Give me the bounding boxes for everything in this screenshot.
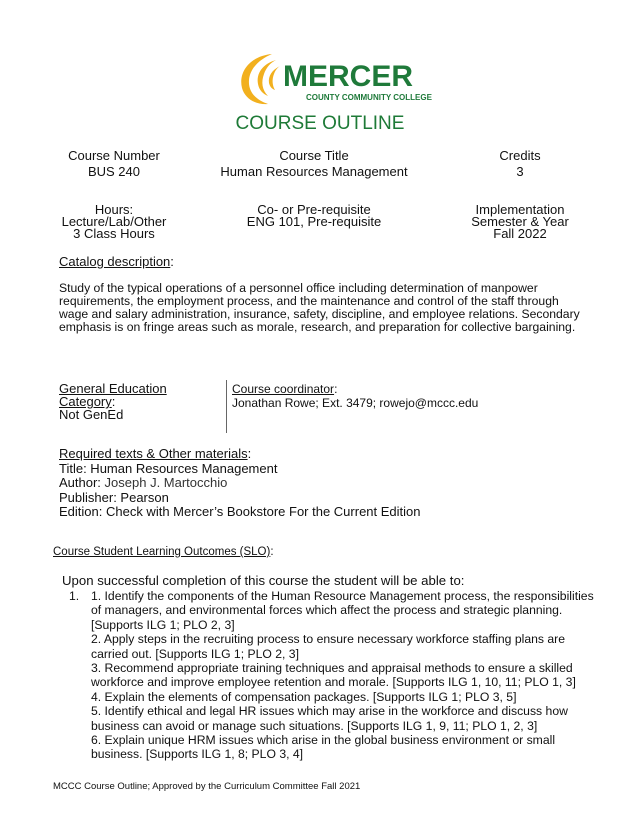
coordinator-value: Jonathan Rowe; Ext. 3479; rowejo@mccc.edu xyxy=(232,396,479,410)
course-title-value: Human Resources Management xyxy=(220,164,408,179)
slo-item: 3. Recommend appropriate training techniques and appraisal methods to ensure a skilled workforce and improve employee retention and morale. [Supports ILG 1, 10, 11; PLO 1, 3] xyxy=(91,661,576,690)
credits-label: Credits xyxy=(499,148,541,163)
implementation-value: Fall 2022 xyxy=(493,226,547,241)
logo-wordmark: MERCER xyxy=(283,60,414,93)
slo-heading-text: Course Student Learning Outcomes (SLO) xyxy=(53,546,271,558)
prerequisite-block xyxy=(214,204,414,228)
required-author-value: Joseph J. Martocchio xyxy=(104,475,228,491)
gen-ed-value: Not GenEd xyxy=(59,407,124,422)
prerequisite-value: ENG 101, Pre-requisite xyxy=(246,214,382,229)
hours-block xyxy=(49,204,179,240)
credits-value: 3 xyxy=(516,164,524,179)
course-number-value: BUS 240 xyxy=(87,164,141,179)
prerequisite-label: Co- or Pre-requisite xyxy=(257,202,371,217)
implementation-block xyxy=(455,204,585,240)
implementation-label: Implementation xyxy=(475,202,565,217)
gen-ed-colon: : xyxy=(111,394,116,409)
credits-block xyxy=(470,149,570,178)
required-publisher: Publisher: Pearson xyxy=(59,489,169,505)
hours-label: Hours: xyxy=(94,202,134,217)
slo-list xyxy=(91,589,596,762)
course-title-label: Course Title xyxy=(279,148,349,163)
implementation-sub-label: Semester & Year xyxy=(471,214,569,229)
crescent-logo-icon xyxy=(236,50,286,106)
slo-intro: Upon successful completion of this course the student will be able to: xyxy=(62,573,465,588)
coordinator-colon: : xyxy=(334,382,338,396)
slo-item: 5. Identify ethical and legal HR issues which may arise in the workforce and discuss how business can avoid or manage such situations. [Supports ILG 1, 9, 11; PLO 1, 2, 3] xyxy=(91,704,568,733)
slo-list-number: 1. xyxy=(69,589,80,603)
required-title: Title: Human Resources Management xyxy=(59,460,278,476)
logo-subtitle: COUNTY COMMUNITY COLLEGE xyxy=(306,93,432,102)
gen-ed-heading-line1: General Education xyxy=(59,381,167,396)
page-footer: MCCC Course Outline; Approved by the Curriculum Committee Fall 2021 xyxy=(53,781,361,792)
required-texts-colon: : xyxy=(247,446,252,461)
hours-sub-label: Lecture/Lab/Other xyxy=(61,214,167,229)
course-title-block xyxy=(199,149,429,178)
required-texts-heading: Required texts & Other materials xyxy=(59,446,248,461)
hours-value: 3 Class Hours xyxy=(73,226,155,241)
coordinator-heading: Course coordinator xyxy=(232,382,335,396)
catalog-heading-text: Catalog description xyxy=(59,254,171,269)
course-number-label: Course Number xyxy=(68,148,160,163)
coordinator-block xyxy=(232,383,612,410)
slo-item: 6. Explain unique HRM issues which arise in the global business environment or small business. [Supports ILG 1, 8; PLO 3, 4] xyxy=(91,733,556,762)
slo-item: 4. Explain the elements of compensation packages. [Supports ILG 1; PLO 3, 5] xyxy=(91,689,517,704)
slo-item: 2. Apply steps in the recruiting process to ensure necessary workforce staffing plans are carried out. [Supports ILG 1; PLO 2, 3] xyxy=(91,632,565,661)
required-author-label: Author: xyxy=(59,475,105,491)
slo-item: 1. Identify the components of the Human Resource Management process, the responsibilities of managers, and environmental forces which affect the process and strategic planning. [Supports ILG 1; PLO 2, 3] xyxy=(91,589,594,632)
catalog-heading-colon: : xyxy=(170,254,174,269)
gen-ed-heading-line2: Category xyxy=(59,394,112,409)
required-texts-block xyxy=(59,447,599,520)
slo-heading xyxy=(53,546,274,559)
college-logo xyxy=(236,50,432,108)
catalog-description-heading xyxy=(59,255,174,269)
required-edition: Edition: Check with Mercer’s Bookstore For the Current Edition xyxy=(59,504,421,520)
catalog-description-text: Study of the typical operations of a personnel office including determination of manpower requirements, the employment process, and the maintenance and control of the staff through wage and salary administration, insurance, safety, discipline, and employee relations. Secondary emphasis is on fringe areas such as morale, research, and preparation for collective bargaining. xyxy=(59,281,580,334)
gen-ed-block xyxy=(59,382,219,421)
page-title: COURSE OUTLINE xyxy=(235,113,405,134)
column-divider xyxy=(226,380,227,433)
course-number-block xyxy=(49,149,179,178)
slo-heading-colon: : xyxy=(270,546,274,558)
